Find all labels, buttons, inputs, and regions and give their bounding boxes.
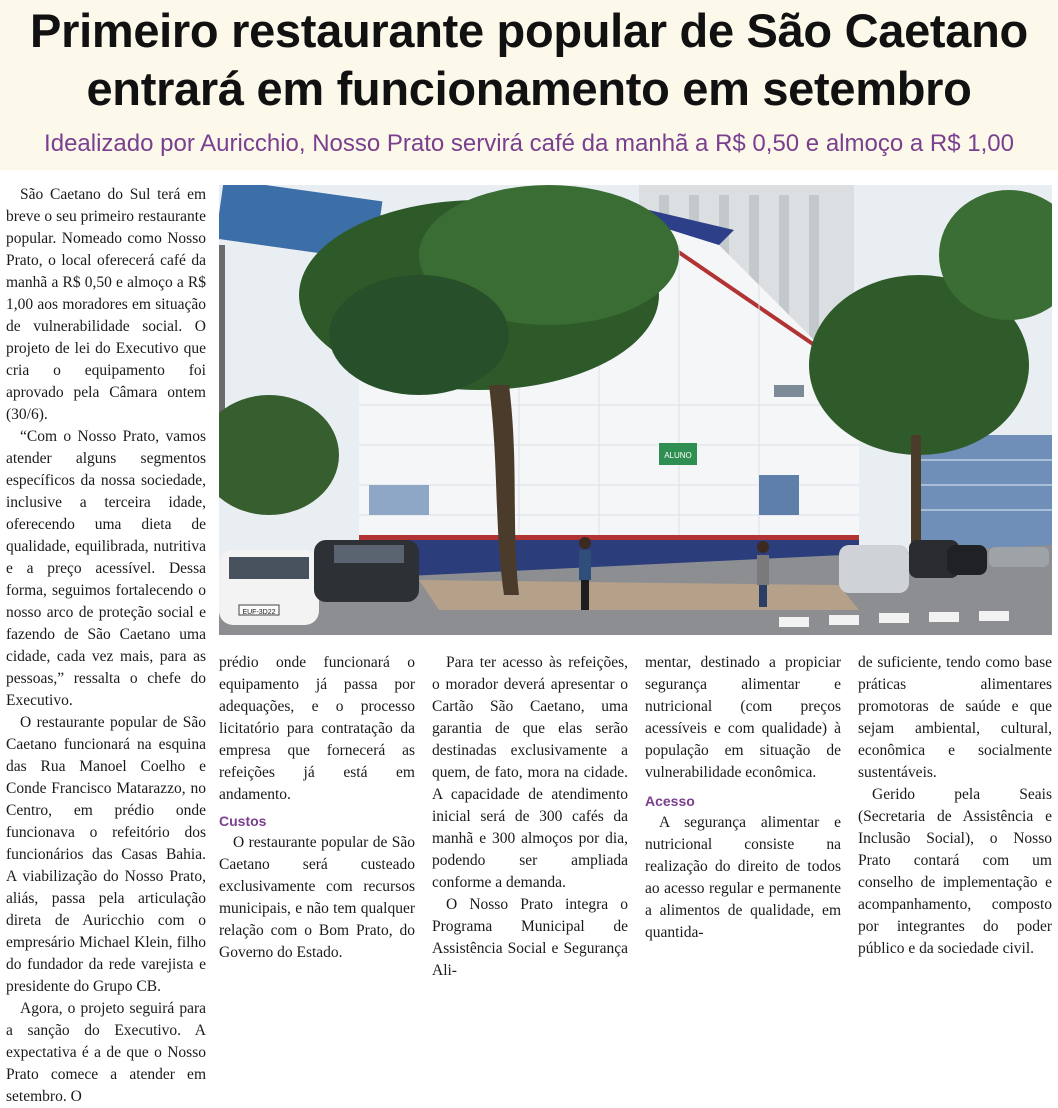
headline-line-1: Primeiro restaurante popular de São Caetano bbox=[30, 4, 1028, 57]
paragraph: “Com o Nosso Prato, vamos atender alguns segmentos específicos da nossa sociedade, inclusive a terceira idade, oferecendo uma dieta de qualidade, equilibrada, nutritiva e a preço acessível. Dessa forma, seguimos fortalecendo o nosso arco de proteção social e fazendo de São Caetano uma cidade, cada vez mais, para as pessoas,” ressalta o chefe do Executivo. bbox=[6, 428, 206, 709]
subtitle: Idealizado por Auricchio, Nosso Prato servirá café da manhã a R$ 0,50 e almoço a R$ 1,00 bbox=[44, 130, 1014, 157]
article-column-1 bbox=[6, 184, 206, 1108]
article-column-4 bbox=[645, 652, 841, 944]
car-plate-text: EUF-3D22 bbox=[242, 609, 276, 616]
paragraph: Agora, o projeto seguirá para a sanção do Executivo. A expectativa é a de que o Nosso Prato comece a atender em setembro. O bbox=[6, 1000, 206, 1105]
paragraph: O restaurante popular de São Caetano funcionará na esquina das Rua Manoel Coelho e Conde Francisco Matarazzo, no Centro, em prédio onde funcionava o refeitório dos funcionários das Casas Bahia. A viabilização do Nosso Prato, aliás, passa pela articulação direta de Auricchio com o empresário Michael Klein, filho do fundador da rede varejista e presidente do Grupo CB. bbox=[6, 714, 206, 995]
building-sign-text: ALUNO bbox=[664, 451, 692, 460]
paragraph: Gerido pela Seais (Secretaria de Assistência e Inclusão Social), o Nosso Prato contará com um conselho de implementação e acompanhamento, composto por integrantes do poder público e da sociedade civil. bbox=[858, 786, 1052, 957]
paragraph: de suficiente, tendo como base práticas alimentares promotoras de saúde e que sejam ambiental, cultural, econômica e socialmente sustentáveis. bbox=[858, 654, 1052, 781]
paragraph: Para ter acesso às refeições, o morador deverá apresentar o Cartão São Caetano, uma garantia de que elas serão destinadas exclusivamente a quem, de fato, mora na cidade. A capacidade de atendimento inicial será de 300 cafés da manhã e 300 almoços por dia, podendo ser ampliada conforme a demanda. bbox=[432, 654, 628, 891]
paragraph: São Caetano do Sul terá em breve o seu primeiro restaurante popular. Nomeado como Nosso Prato, o local oferecerá café da manhã a R$ 0,50 e almoço a R$ 1,00 aos moradores em situação de vulnerabilidade social. O projeto de lei do Executivo que cria o equipamento foi aprovado pela Câmara ontem (30/6). bbox=[6, 186, 206, 423]
paragraph: O restaurante popular de São Caetano será custeado exclusivamente com recursos municipais, e não tem qualquer relação com o Bom Prato, do Governo do Estado. bbox=[219, 834, 415, 961]
article-column-3 bbox=[432, 652, 628, 982]
headline-line-2: entrará em funcionamento em setembro bbox=[86, 62, 972, 115]
headline bbox=[0, 2, 1058, 118]
paragraph: prédio onde funcionará o equipamento já passa por adequações, e o processo licitatório para contratação da empresa que fornecerá as refeições já está em andamento. bbox=[219, 654, 415, 803]
paragraph: A segurança alimentar e nutricional consiste na realização do direito de todos ao acesso regular e permanente a alimentos de qualidade, em quantida- bbox=[645, 814, 841, 941]
section-heading-custos: Custos bbox=[219, 813, 267, 829]
article-photo bbox=[219, 185, 1052, 635]
article-column-5 bbox=[858, 652, 1052, 960]
paragraph: mentar, destinado a propiciar segurança alimentar e nutricional (com preços acessíveis e com qualidade) à população em situação de vulnerabilidade econômica. bbox=[645, 654, 841, 781]
paragraph: O Nosso Prato integra o Programa Municipal de Assistência Social e Segurança Ali- bbox=[432, 896, 628, 979]
section-heading-acesso: Acesso bbox=[645, 793, 695, 809]
article-column-2 bbox=[219, 652, 415, 964]
